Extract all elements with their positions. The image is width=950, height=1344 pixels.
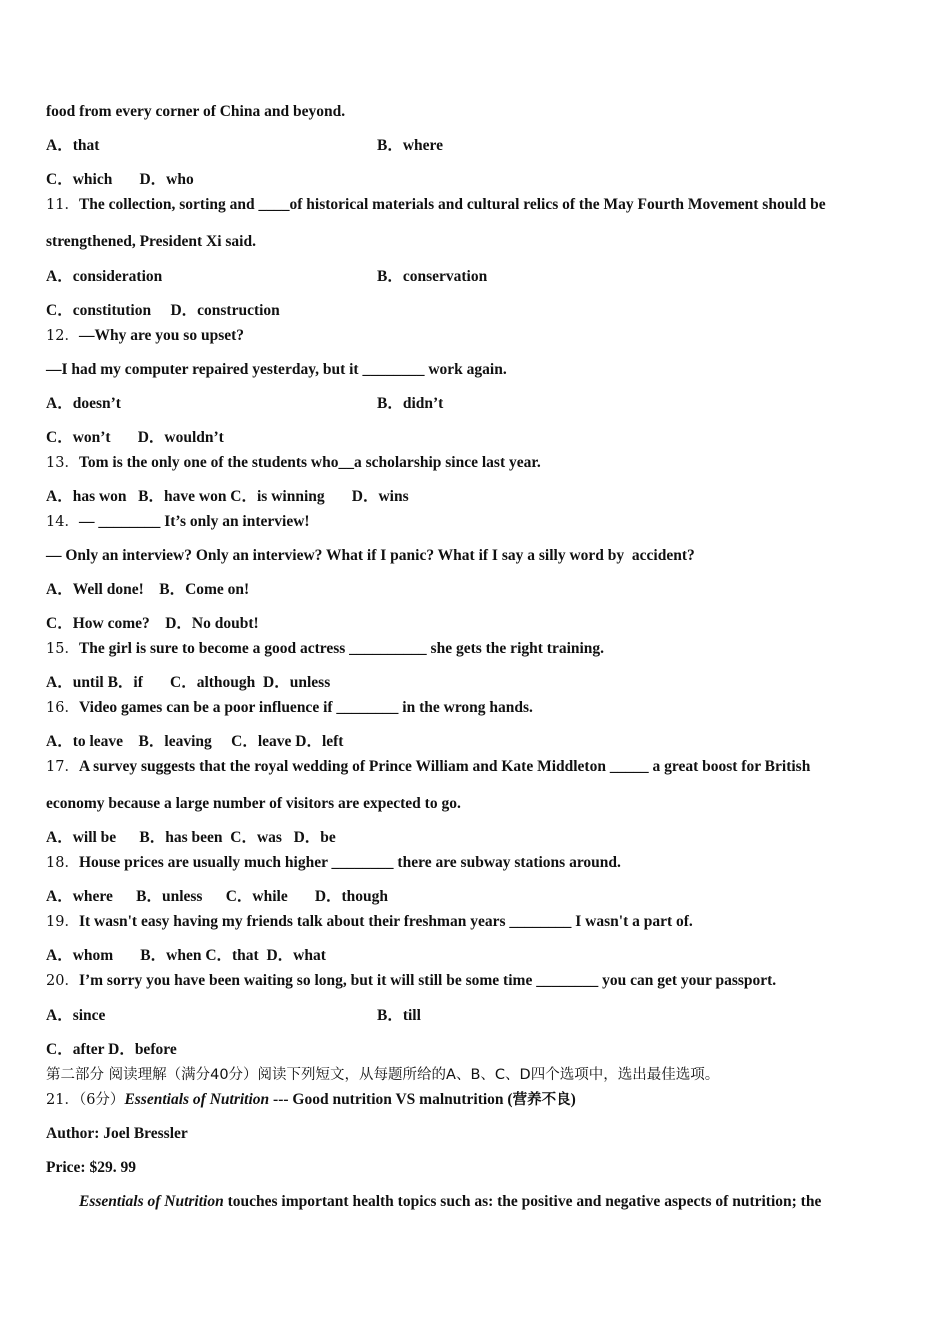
- option-cd: C．How come? D．No doubt!: [46, 615, 259, 632]
- text-line: — Only an interview? Only an interview? What if I panic? What if I say a silly word by accident?: [46, 547, 695, 564]
- options: A．until B．if C．although D．unless: [46, 674, 331, 691]
- text-line: economy because a large number of visitors are expected to go.: [46, 795, 461, 812]
- question-number: 20．: [46, 973, 79, 989]
- option-a: A．consideration: [46, 268, 163, 285]
- question-text: —Why are you so upset?: [78, 327, 245, 344]
- question-number: 18．: [46, 855, 79, 871]
- question-number: 16．: [46, 700, 79, 716]
- question-14: [46, 512, 310, 532]
- option-cd: C．after D．before: [46, 1041, 177, 1058]
- question-15: [46, 639, 604, 659]
- text-line: —I had my computer repaired yesterday, but it ________ work again.: [46, 361, 507, 378]
- question-12: [46, 326, 244, 346]
- question-text: Video games can be a poor influence if ________ in the wrong hands.: [78, 699, 533, 716]
- question-text: A survey suggests that the royal wedding of Prince William and Kate Middleton _____ a great boost for British: [78, 758, 811, 775]
- question-text: It wasn't easy having my friends talk about their freshman years ________ I wasn't a part of.: [78, 913, 693, 930]
- options: A．to leave B．leaving C．leave D．left: [46, 733, 344, 750]
- book-title: Essentials of Nutrition: [124, 1091, 270, 1108]
- question-text: — ________ It’s only an interview!: [78, 513, 310, 530]
- question-21: [46, 1090, 576, 1110]
- question-text: The collection, sorting and ____of historical materials and cultural relics of the May Fourth Movement should be: [78, 196, 826, 213]
- option-cd: C．constitution D．construction: [46, 302, 280, 319]
- option-a: A．since: [46, 1007, 106, 1024]
- question-text: Tom is the only one of the students who__a scholarship since last year.: [78, 454, 541, 471]
- question-text: The girl is sure to become a good actress __________ she gets the right training.: [78, 640, 605, 657]
- author: Author: Joel Bressler: [46, 1125, 188, 1142]
- body-paragraph: [79, 1192, 821, 1212]
- price: Price: $29. 99: [46, 1159, 136, 1176]
- question-text: I’m sorry you have been waiting so long, but it will still be some time ________ you can get your passport.: [78, 972, 777, 989]
- question-17: [46, 757, 810, 777]
- question-20: [46, 971, 776, 991]
- option-cd: C．which D．who: [46, 171, 194, 188]
- question-number: 13．: [46, 455, 79, 471]
- question-16: [46, 698, 533, 718]
- option-b: B．till: [377, 1007, 421, 1024]
- option-a: A．doesn’t: [46, 395, 121, 412]
- question-number: 19．: [46, 914, 79, 930]
- question-18: [46, 853, 621, 873]
- chinese-gloss: 营养不良: [512, 1092, 571, 1108]
- options: A．whom B．when C．that D．what: [46, 947, 326, 964]
- question-number: 21．（6分）: [46, 1092, 125, 1108]
- question-11: [46, 195, 826, 215]
- paragraph-text: touches important health topics such as: the positive and negative aspects of nutrition; the: [223, 1193, 822, 1210]
- option-a: A．that: [46, 137, 100, 154]
- question-number: 11．: [46, 197, 79, 213]
- options: A．will be B．has been C．was D．be: [46, 829, 336, 846]
- question-19: [46, 912, 693, 932]
- option-b: B．didn’t: [377, 395, 444, 412]
- options: A．has won B．have won C．is winning D．wins: [46, 488, 409, 505]
- question-number: 14．: [46, 514, 79, 530]
- question-number: 15．: [46, 641, 79, 657]
- question-text: --- Good nutrition VS malnutrition (: [269, 1091, 513, 1108]
- options: A．where B．unless C．while D．though: [46, 888, 389, 905]
- text-line: food from every corner of China and beyond.: [46, 103, 346, 120]
- question-number: 12．: [46, 328, 79, 344]
- option-ab: A．Well done! B．Come on!: [46, 581, 250, 598]
- question-text: House prices are usually much higher ________ there are subway stations around.: [78, 854, 621, 871]
- option-b: B．conservation: [377, 268, 488, 285]
- option-b: B．where: [377, 137, 444, 154]
- section-heading: 第二部分 阅读理解（满分40分）阅读下列短文，从每题所给的A、B、C、D四个选项中，选出最佳选项。: [46, 1067, 720, 1083]
- question-number: 17．: [46, 759, 79, 775]
- text-line: strengthened, President Xi said.: [46, 233, 256, 250]
- question-13: [46, 453, 541, 473]
- option-cd: C．won’t D．wouldn’t: [46, 429, 224, 446]
- book-title: Essentials of Nutrition: [79, 1193, 224, 1210]
- paren-close: ): [570, 1091, 576, 1108]
